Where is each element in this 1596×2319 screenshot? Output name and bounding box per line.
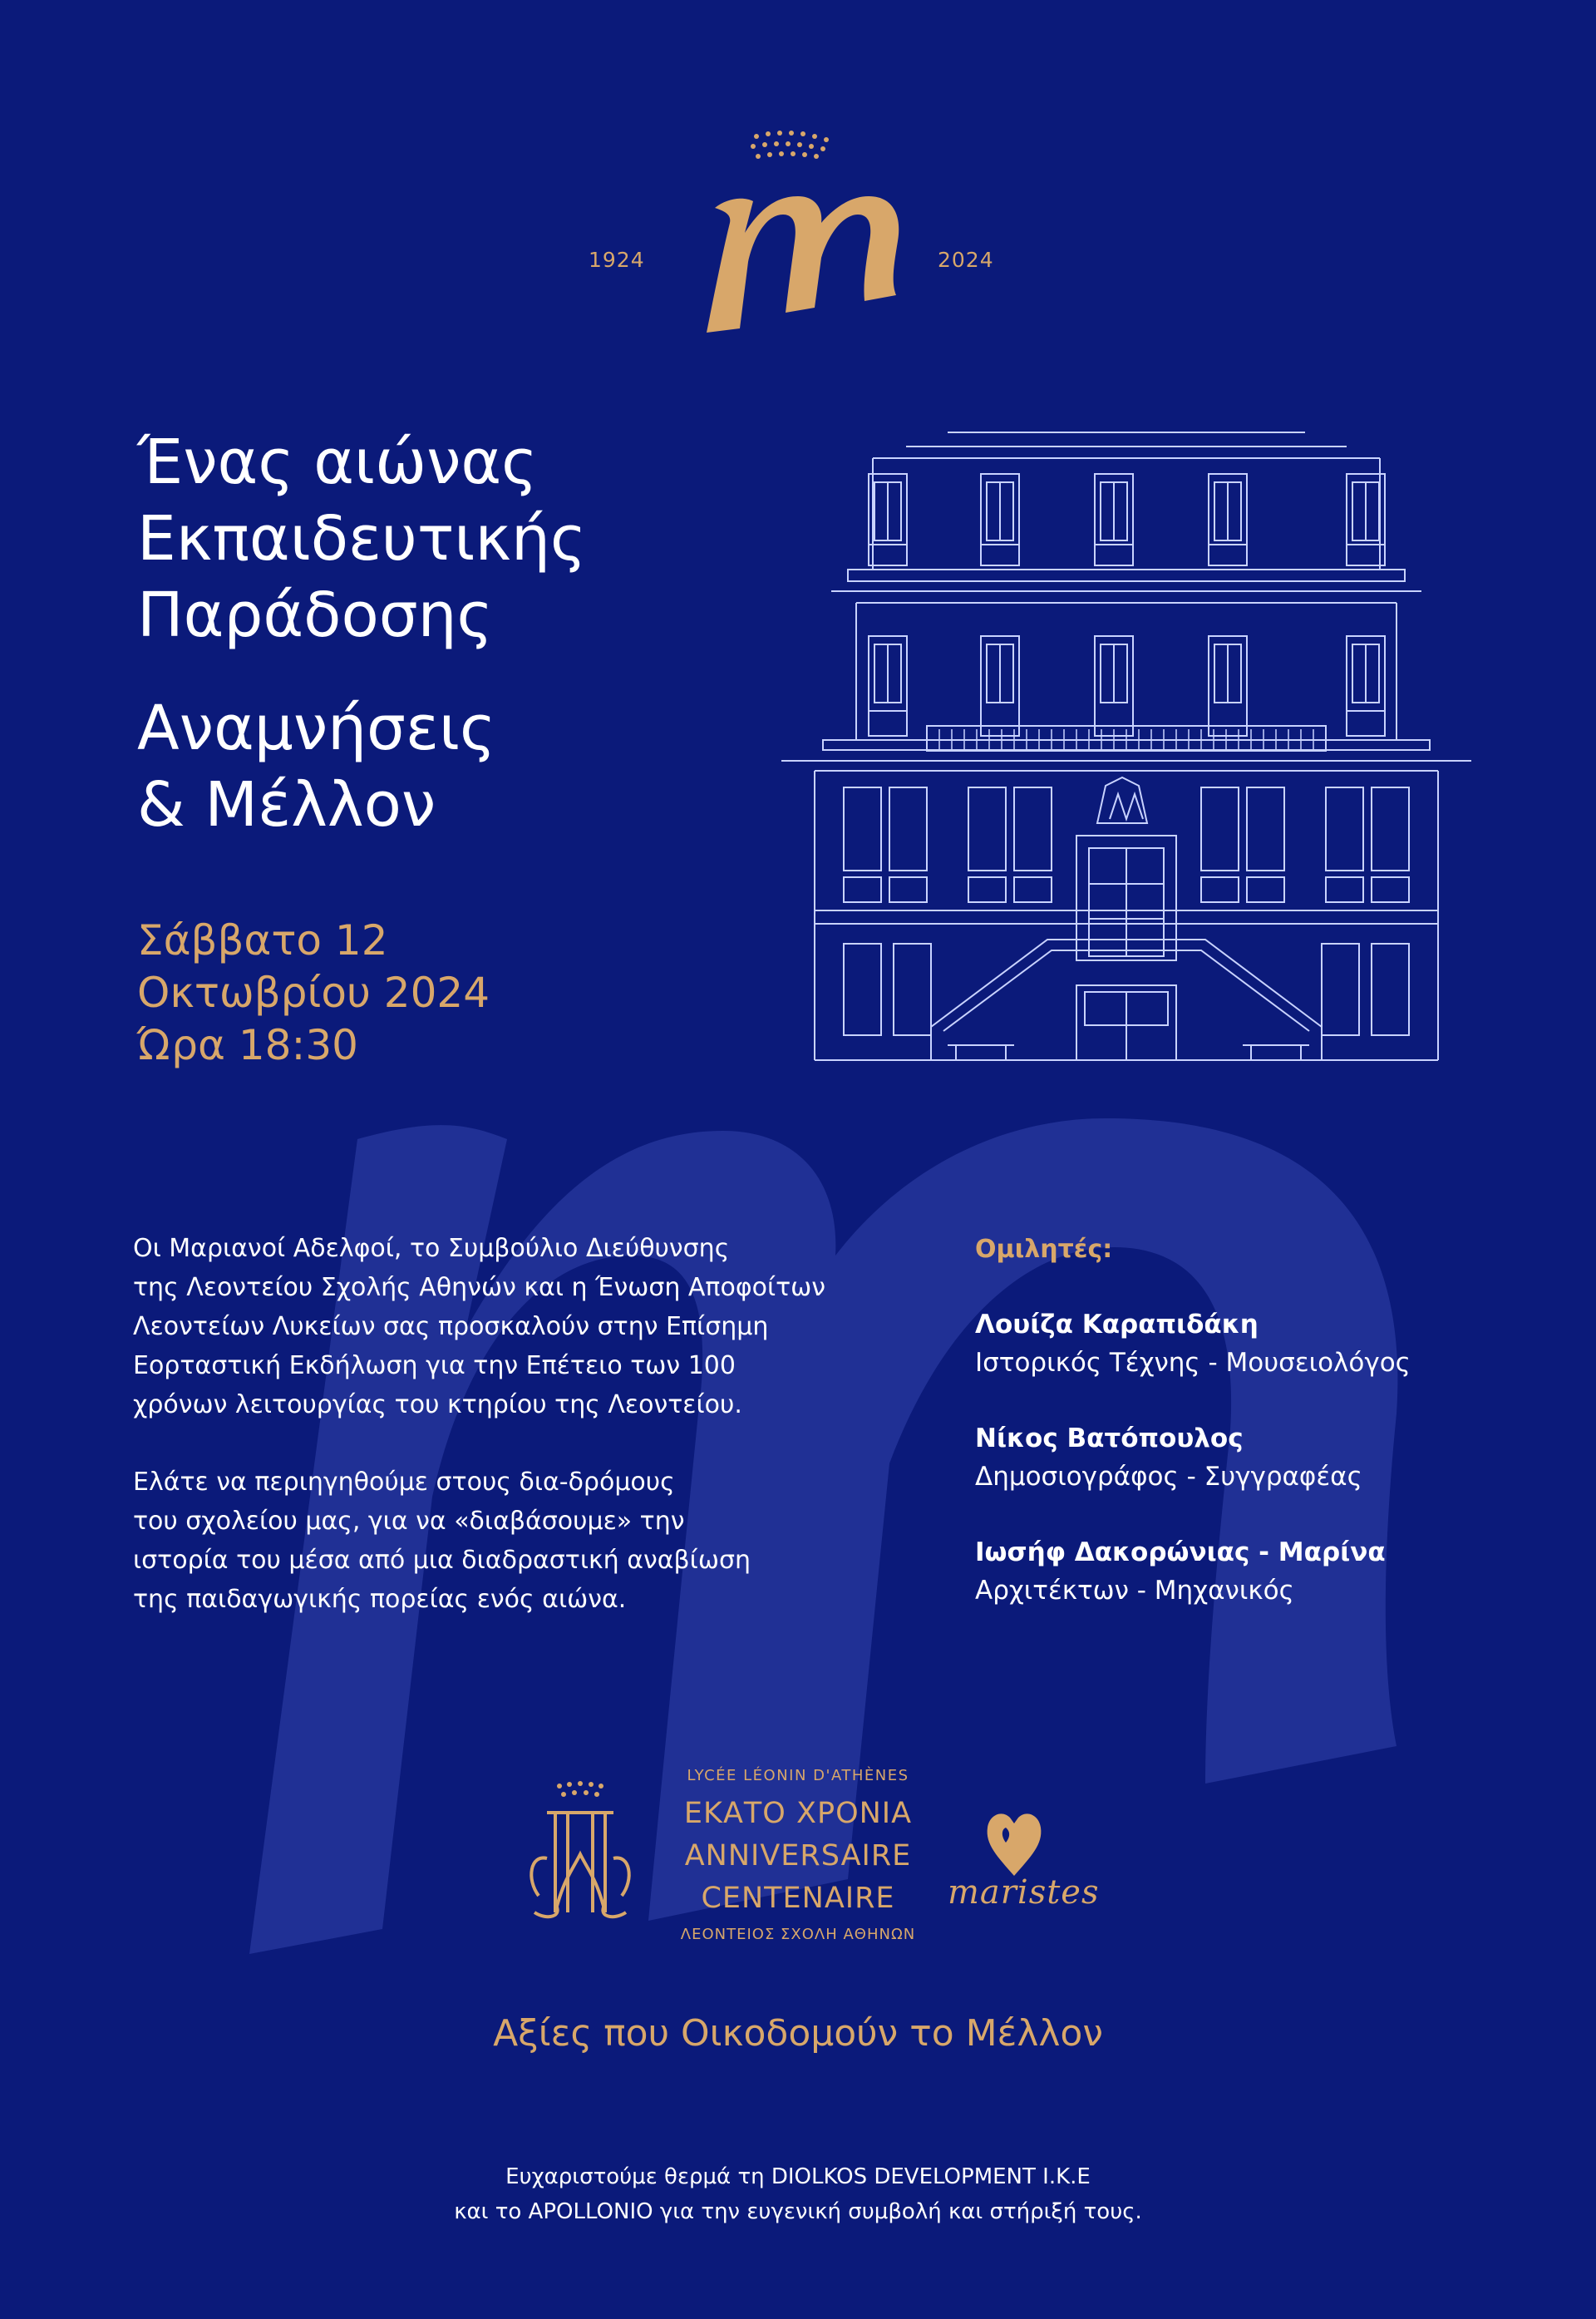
event-title xyxy=(137,424,586,654)
speaker-role: Ιστορικός Τέχνης - Μουσειολόγος xyxy=(975,1348,1411,1378)
text-line: χρόνων λειτουργίας του κτηρίου της Λεοντείου. xyxy=(133,1390,742,1419)
logo-bottom-text: ΛΕΟΝΤΕΙΟΣ ΣΧΟΛΗ ΑΘΗΝΩΝ xyxy=(680,1926,916,1943)
date-line: Οκτωβρίου 2024 xyxy=(137,969,490,1017)
text-line: ιστορία του μέσα από μια διαδραστική αναβίωση xyxy=(133,1546,751,1575)
speaker-role: Δημοσιογράφος - Συγγραφέας xyxy=(975,1462,1362,1492)
title-line: Ένας αιώνας xyxy=(137,427,538,498)
acknowledgement-line: και το APOLLONIO για την ευγενική συμβολή και στήριξή τους. xyxy=(454,2199,1142,2224)
speaker-item xyxy=(975,1419,1557,1496)
year-end: 2024 xyxy=(938,248,994,272)
maristes-logo-text: maristes xyxy=(948,1873,1100,1912)
date-line: Σάββατο 12 xyxy=(137,916,388,965)
maristes-heart-icon xyxy=(981,1803,1047,1877)
event-datetime xyxy=(137,915,490,1072)
text-line: της Λεοντείου Σχολής Αθηνών και η Ένωση Αποφοίτων xyxy=(133,1273,826,1302)
title-line: Εκπαιδευτικής xyxy=(137,503,587,575)
invitation-text xyxy=(133,1229,881,1657)
text-line: Οι Μαριανοί Αδελφοί, το Συμβούλιο Διεύθυνσης xyxy=(133,1234,730,1263)
text-line: Ελάτε να περιηγηθούμε στους δια-δρόμους xyxy=(133,1468,675,1497)
speaker-name: Ιωσήφ Δακορώνιας - Μαρίνα xyxy=(975,1537,1386,1567)
centenary-text-logo xyxy=(657,1764,939,1946)
logo-line: ANNIVERSAIRE xyxy=(684,1839,912,1872)
school-building-drawing xyxy=(781,428,1471,1068)
speakers-label: Ομιλητές: xyxy=(975,1235,1113,1264)
stars-icon xyxy=(751,131,829,159)
time-line: Ώρα 18:30 xyxy=(137,1021,358,1069)
intro-paragraph xyxy=(133,1463,881,1619)
slogan: Αξίες που Οικοδομούν το Μέλλον xyxy=(493,2012,1103,2055)
text-line: Εορταστική Εκδήλωση για την Επέτειο των 100 xyxy=(133,1351,736,1380)
text-line: της παιδαγωγικής πορείας ενός αιώνα. xyxy=(133,1585,627,1614)
event-subtitle xyxy=(137,690,495,843)
title-line: Παράδοσης xyxy=(137,580,493,651)
speaker-item xyxy=(975,1305,1557,1382)
subtitle-line: & Μέλλον xyxy=(137,769,436,841)
marist-monogram-logo xyxy=(522,1779,638,1929)
speakers-list xyxy=(975,1231,1557,1647)
text-line: του σχολείου μας, για να «διαβάσουμε» την xyxy=(133,1507,685,1536)
text-line: Λεοντείων Λυκείων σας προσκαλούν στην Επίσημη xyxy=(133,1312,769,1341)
centenary-m-logo xyxy=(682,125,914,333)
intro-paragraph xyxy=(133,1229,881,1424)
logo-line: CENTENAIRE xyxy=(701,1882,895,1915)
logo-line: ΕΚΑΤΟ ΧΡΟΝΙΑ xyxy=(683,1797,913,1830)
speaker-item xyxy=(975,1533,1557,1610)
subtitle-line: Αναμνήσεις xyxy=(137,693,496,764)
acknowledgement-line: Ευχαριστούμε θερμά τη DIOLKOS DEVELOPMENT I.K.E xyxy=(505,2164,1091,2189)
speaker-name: Νίκος Βατόπουλος xyxy=(975,1423,1244,1453)
acknowledgement xyxy=(0,2159,1596,2229)
speaker-role: Αρχιτέκτων - Μηχανικός xyxy=(975,1576,1294,1606)
logo-top-text: LYCÉE LÉONIN D'ATHÈNES xyxy=(687,1767,909,1784)
year-start: 1924 xyxy=(589,248,645,272)
speaker-name: Λουίζα Καραπιδάκη xyxy=(975,1310,1259,1340)
